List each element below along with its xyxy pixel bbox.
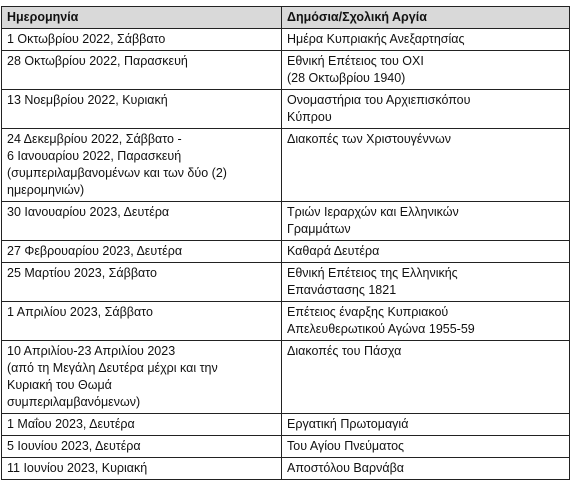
holiday-cell: Επέτειος έναρξης Κυπριακού Απελευθερωτικού Αγώνα 1955-59 [282, 302, 570, 341]
holiday-cell: Ονομαστήρια του Αρχιεπισκόπου Κύπρου [282, 90, 570, 129]
table-row [2, 51, 570, 90]
holiday-cell: Εθνική Επέτειος του ΟΧΙ (28 Οκτωβρίου 1940) [282, 51, 570, 90]
date-cell: 1 Απριλίου 2023, Σάββατο [2, 302, 282, 341]
holiday-cell: Εργατική Πρωτομαγιά [282, 414, 570, 436]
table-row [2, 436, 570, 458]
date-cell: 1 Οκτωβρίου 2022, Σάββατο [2, 29, 282, 51]
date-cell: 13 Νοεμβρίου 2022, Κυριακή [2, 90, 282, 129]
table-row [2, 414, 570, 436]
table-row [2, 241, 570, 263]
table-row [2, 202, 570, 241]
holiday-cell: Εθνική Επέτειος της Ελληνικής Επανάστασης 1821 [282, 263, 570, 302]
holiday-cell: Τριών Ιεραρχών και Ελληνικών Γραμμάτων [282, 202, 570, 241]
holiday-cell: Διακοπές του Πάσχα [282, 341, 570, 414]
holiday-cell: Ημέρα Κυπριακής Ανεξαρτησίας [282, 29, 570, 51]
date-cell: 10 Απριλίου-23 Απριλίου 2023 (από τη Μεγάλη Δευτέρα μέχρι και την Κυριακή του Θωμά συμπεριλαμβανόμενων) [2, 341, 282, 414]
holiday-cell: Διακοπές των Χριστουγέννων [282, 129, 570, 202]
header-date: Ημερομηνία [2, 7, 282, 29]
table-row [2, 29, 570, 51]
header-holiday: Δημόσια/Σχολική Αργία [282, 7, 570, 29]
holiday-cell: Αποστόλου Βαρνάβα [282, 458, 570, 480]
date-cell: 5 Ιουνίου 2023, Δευτέρα [2, 436, 282, 458]
table-row [2, 302, 570, 341]
date-cell: 1 Μαΐου 2023, Δευτέρα [2, 414, 282, 436]
table-row [2, 129, 570, 202]
holiday-cell: Καθαρά Δευτέρα [282, 241, 570, 263]
table-header-row [2, 7, 570, 29]
date-cell: 11 Ιουνίου 2023, Κυριακή [2, 458, 282, 480]
date-cell: 27 Φεβρουαρίου 2023, Δευτέρα [2, 241, 282, 263]
table-row [2, 263, 570, 302]
date-cell: 24 Δεκεμβρίου 2022, Σάββατο - 6 Ιανουαρίου 2022, Παρασκευή (συμπεριλαμβανομένων και των δύο (2) ημερομηνιών) [2, 129, 282, 202]
holidays-table [1, 6, 570, 480]
table-row [2, 90, 570, 129]
date-cell: 25 Μαρτίου 2023, Σάββατο [2, 263, 282, 302]
date-cell: 30 Ιανουαρίου 2023, Δευτέρα [2, 202, 282, 241]
date-cell: 28 Οκτωβρίου 2022, Παρασκευή [2, 51, 282, 90]
table-row [2, 341, 570, 414]
table-row [2, 458, 570, 480]
holiday-cell: Του Αγίου Πνεύματος [282, 436, 570, 458]
